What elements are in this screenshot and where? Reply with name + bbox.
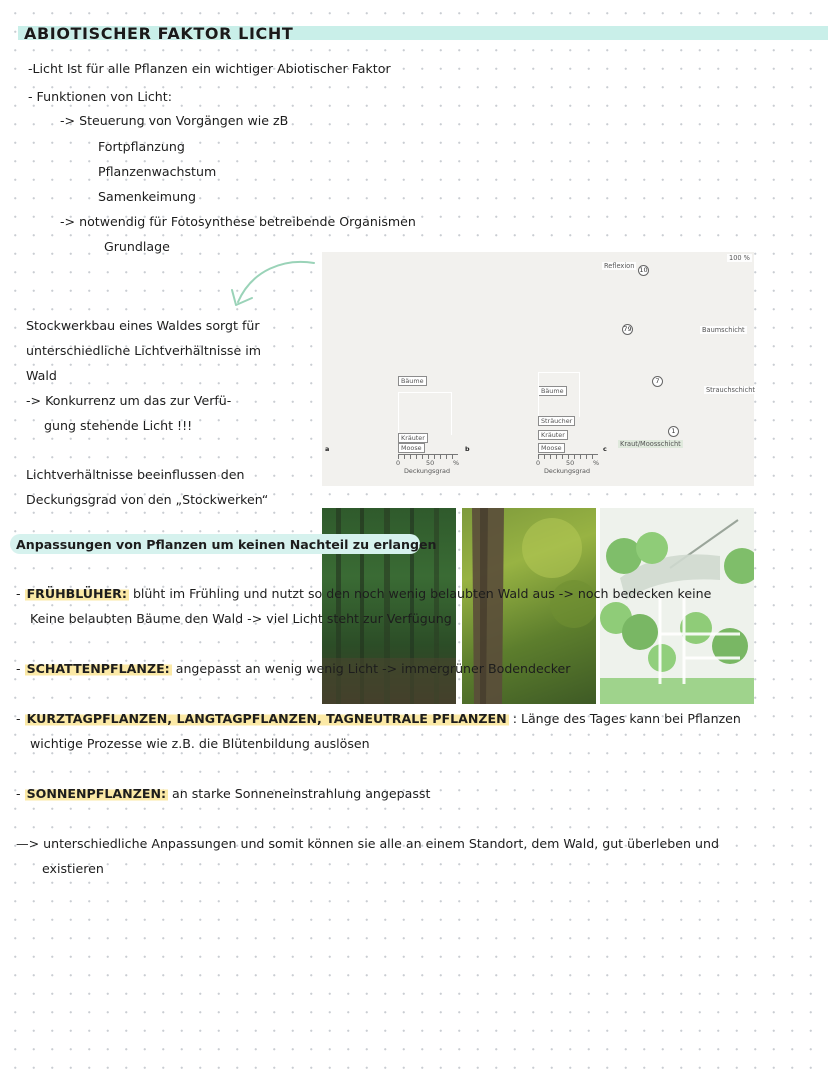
- axis-label-b: Deckungsgrad: [544, 467, 591, 475]
- panel-a-letter: a: [325, 445, 330, 453]
- intro-line-7: -> notwendig für Fotosynthese betreibende Organismen: [60, 214, 416, 229]
- forest-figure: [322, 252, 754, 486]
- label-strauchschicht: Strauchschicht: [706, 386, 755, 394]
- term-fruehblueher: FRÜHBLÜHER:: [26, 586, 127, 601]
- tag-1: 1: [668, 426, 679, 437]
- label-baumschicht: Baumschicht: [702, 326, 745, 334]
- term-schattenpflanze: SCHATTENPFLANZE:: [26, 661, 170, 676]
- bar-baeume-b: [538, 372, 580, 417]
- tagpflanzen-line-1: : Länge des Tages kann bei Pflanzen: [512, 711, 741, 726]
- page-title: ABIOTISCHER FAKTOR LICHT: [24, 24, 294, 43]
- tick-pct-b: %: [593, 459, 600, 467]
- axis-label-a: Deckungsgrad: [404, 467, 451, 475]
- tick-50-b: 50: [566, 459, 575, 467]
- tick-0-b: 0: [536, 459, 541, 467]
- tagpflanzen-line-2: wichtige Prozesse wie z.B. die Blütenbildung auslösen: [30, 736, 370, 751]
- tag-79: 79: [623, 325, 632, 333]
- sonnenpflanzen-line-1: an starke Sonneneinstrahlung angepasst: [172, 786, 431, 801]
- label-reflexion: Reflexion: [604, 262, 635, 270]
- light-diagram-c: [600, 508, 754, 704]
- item-sonnenpflanzen: - SONNENPFLANZEN: an starke Sonneneinstrahlung angepasst: [16, 786, 431, 801]
- schattenpflanze-line-1: angepasst an wenig wenig Licht -> immergrüner Bodendecker: [175, 661, 571, 676]
- label-100: 100 %: [729, 254, 750, 262]
- tick-pct-a: %: [453, 459, 460, 467]
- note-line-2: unterschiedliche Lichtverhältnisse im: [26, 343, 261, 358]
- light-diagram-art: [600, 508, 754, 704]
- conclusion-line-2: existieren: [42, 861, 104, 876]
- intro-line-3: -> Steuerung von Vorgängen wie zB: [60, 113, 289, 128]
- conclusion-line-1: —> unterschiedliche Anpassungen und somit können sie alle an einem Standort, dem Wald, gut überleben und: [16, 836, 719, 851]
- intro-line-4: Fortpflanzung: [98, 139, 185, 154]
- intro-line-2: - Funktionen von Licht:: [28, 89, 172, 104]
- intro-line-6: Samenkeimung: [98, 189, 197, 204]
- label-kraeuter-b: Kräuter: [538, 430, 568, 440]
- tick-0-a: 0: [396, 459, 401, 467]
- note-line-5: gung stehende Licht !!!: [44, 418, 193, 433]
- tick-50-a: 50: [426, 459, 435, 467]
- label-baeume-a: Bäume: [398, 376, 427, 386]
- bar-baeume-a: [398, 392, 452, 435]
- section-title: Anpassungen von Pflanzen um keinen Nachteil zu erlangen: [16, 537, 437, 552]
- intro-line-1: -Licht Ist für alle Pflanzen ein wichtiger Abiotischer Faktor: [28, 61, 391, 76]
- term-tagpflanzen: KURZTAGPFLANZEN, LANGTAGPFLANZEN, TAGNEUTRALE PFLANZEN: [26, 711, 507, 726]
- label-kraut-moos: Kraut/Moosschicht: [620, 440, 681, 448]
- tag-7: 7: [652, 376, 663, 387]
- label-kraeuter-a: Kräuter: [398, 433, 428, 443]
- item-schattenpflanze: - SCHATTENPFLANZE: angepasst an wenig wenig Licht -> immergrüner Bodendecker: [16, 661, 571, 676]
- fruehblueher-line-1: blüht im Frühling und nutzt so den noch wenig belaubten Wald aus -> noch bedecken keine: [132, 586, 712, 601]
- label-baeume-b: Bäume: [538, 386, 567, 396]
- fruehblueher-line-2: Keine belaubten Bäume den Wald -> viel Licht steht zur Verfügung: [30, 611, 452, 626]
- intro-line-5: Pflanzenwachstum: [98, 164, 217, 179]
- intro-line-8: Grundlage: [104, 239, 170, 254]
- label-moose-a: Moose: [398, 443, 425, 453]
- note-line-1: Stockwerkbau eines Waldes sorgt für: [26, 318, 260, 333]
- label-moose-b: Moose: [538, 443, 565, 453]
- item-tagpflanzen: - KURZTAGPFLANZEN, LANGTAGPFLANZEN, TAGNEUTRALE PFLANZEN : Länge des Tages kann bei Pflanzen: [16, 711, 741, 726]
- note-line-6: Lichtverhältnisse beeinflussen den: [26, 467, 245, 482]
- label-straeucher-b: Sträucher: [538, 416, 575, 426]
- panel-c-letter: c: [603, 445, 607, 453]
- tag-10: 10: [639, 266, 648, 274]
- curved-arrow-icon: [222, 256, 322, 314]
- note-line-3: Wald: [26, 368, 57, 383]
- term-sonnenpflanzen: SONNENPFLANZEN:: [26, 786, 167, 801]
- item-fruehblueher: - FRÜHBLÜHER: blüht im Frühling und nutzt so den noch wenig belaubten Wald aus -> noch bedecken keine: [16, 586, 712, 601]
- note-line-4: -> Konkurrenz um das zur Verfü-: [26, 393, 232, 408]
- panel-b-letter: b: [465, 445, 470, 453]
- note-line-7: Deckungsgrad von den „Stockwerken“: [26, 492, 269, 507]
